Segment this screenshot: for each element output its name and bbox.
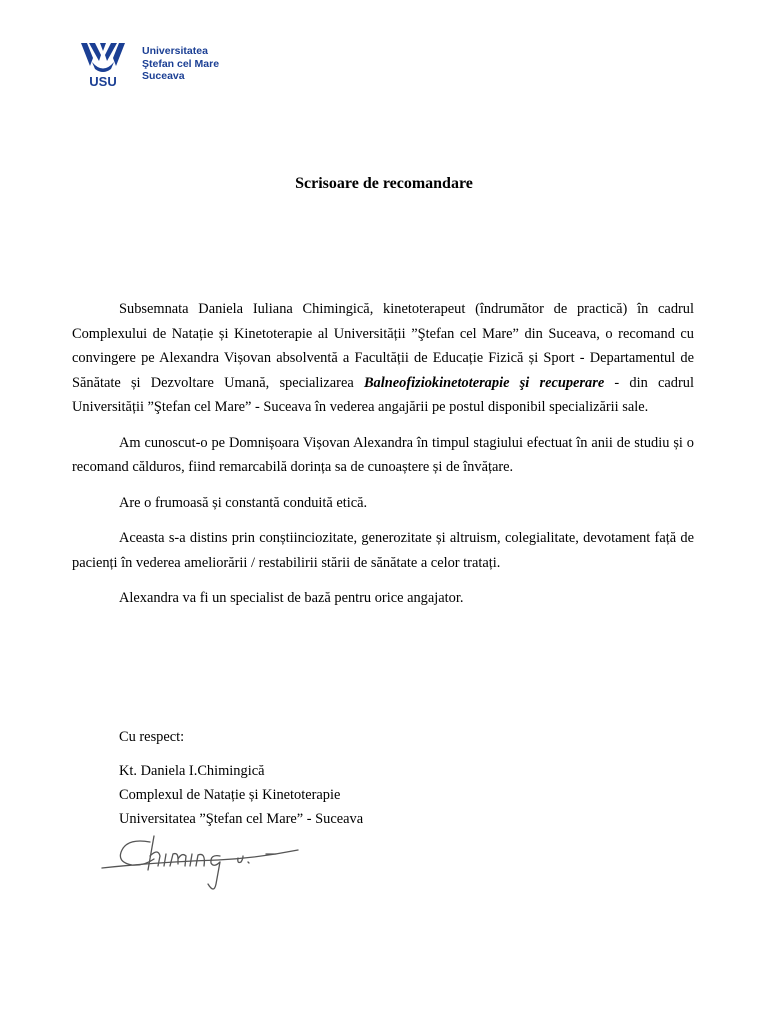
paragraph-2: Am cunoscut-o pe Domnișoara Vișovan Alexandra în timpul stagiului efectuat în anii de studiu și o recomand călduros, fiind remarcabilă dorința sa de cunoaștere și de învățare. <box>72 434 694 475</box>
logo-line-3: Suceava <box>142 70 185 82</box>
specialization-emphasis: Balneofiziokinetoterapie şi recuperare <box>363 374 605 391</box>
paragraph-3: Are o frumoasă și constantă conduită etică. <box>119 494 368 511</box>
logo-line-1: Universitatea <box>142 45 208 57</box>
paragraph-1 <box>72 297 694 420</box>
paragraph-1-text-a: Subsemnata Daniela Iuliana Chimingică, kinetoterapeut (îndrumător de practică) în cadrul Complexului de Natație și Kinetoterapie al Universității ”Ştefan cel Mare” din Suceava, o recomand cu convingere pe Alexandra Vișovan absolventă a Facultății de Educație Fizică și Sport - Departamentul de Sănătate și Dezvoltare Umană, specializarea <box>72 301 694 391</box>
letter-title: Scrisoare de recomandare <box>295 175 473 192</box>
closing-block <box>119 725 363 831</box>
logo-abbr: USU <box>89 74 117 88</box>
handwritten-signature <box>98 832 308 902</box>
paragraph-1-text-b: - din cadrul Universității ”Ştefan cel Mare” - Suceava în vederea angajării pe postul disponibil specializării sale. <box>72 374 694 415</box>
letter-body <box>72 297 694 622</box>
paragraph-4: Aceasta s-a distins prin conștiinciozitate, generozitate și altruism, colegialitate, devotament față de pacienți în vederea ameliorării / restabilirii stării de sănătate a celor tratați. <box>72 530 694 571</box>
usu-emblem-icon <box>78 42 128 88</box>
closing-salutation: Cu respect: <box>119 729 185 745</box>
signatory-name: Kt. Daniela I.Chimingică <box>119 763 265 779</box>
logo-line-2: Ştefan cel Mare <box>142 57 220 70</box>
university-logo <box>78 42 238 88</box>
signatory-university: Universitatea ”Ştefan cel Mare” - Suceava <box>119 811 364 827</box>
paragraph-5: Alexandra va fi un specialist de bază pentru orice angajator. <box>119 590 464 606</box>
logo-wordmark <box>142 45 219 83</box>
signatory-institution: Complexul de Natație și Kinetoterapie <box>119 787 341 803</box>
